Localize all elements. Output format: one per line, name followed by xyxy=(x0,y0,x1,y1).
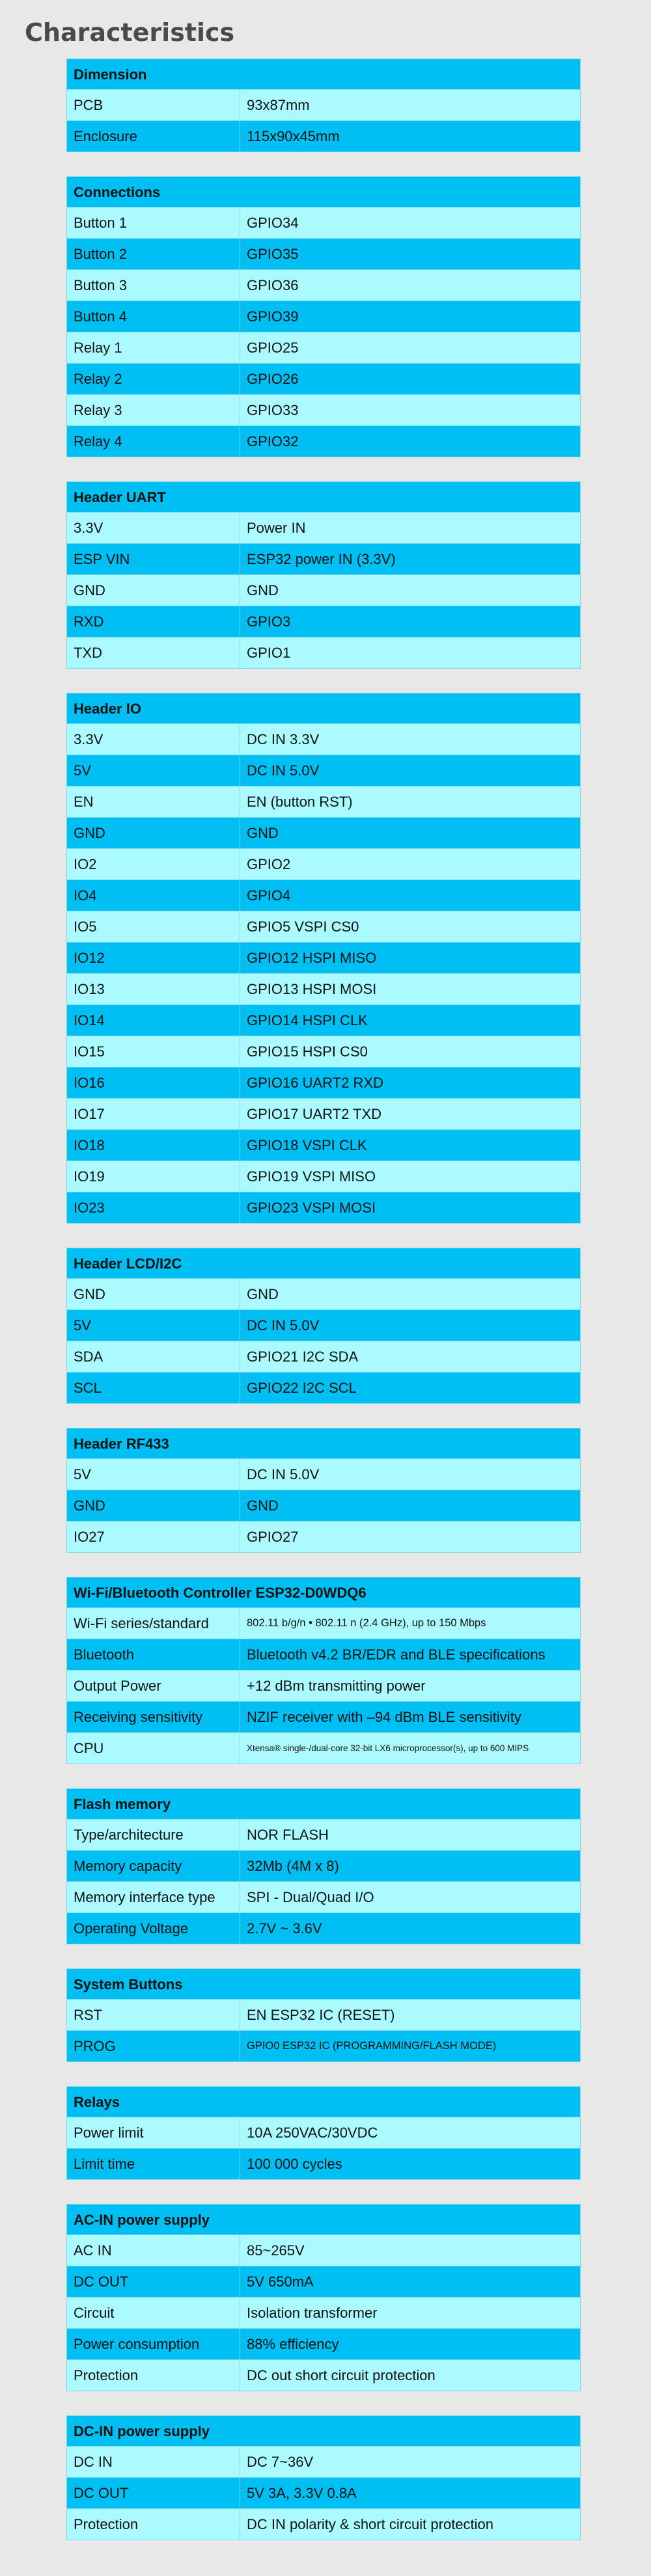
spec-table xyxy=(66,2415,581,2540)
row-value: GPIO23 VSPI MOSI xyxy=(247,1199,376,1216)
table-row xyxy=(66,1067,581,1099)
section-title: Header LCD/I2C xyxy=(66,1248,581,1279)
table-row xyxy=(66,1161,581,1192)
row-value: DC IN 5.0V xyxy=(247,1466,320,1483)
row-key: Protection xyxy=(67,2509,240,2540)
row-key: ESP VIN xyxy=(67,544,240,574)
row-value: 5V 3A, 3.3V 0.8A xyxy=(247,2484,357,2501)
row-value: NZIF receiver with –94 dBm BLE sensitivity xyxy=(247,1708,521,1725)
table-row xyxy=(66,1639,581,1670)
table-row xyxy=(66,786,581,818)
row-key: IO5 xyxy=(67,911,240,942)
table-row xyxy=(66,332,581,364)
row-value: GND xyxy=(247,1497,279,1514)
row-key: IO15 xyxy=(67,1036,240,1067)
table-row xyxy=(66,606,581,637)
row-key: GND xyxy=(67,1279,240,1309)
row-key: IO4 xyxy=(67,880,240,911)
row-value: GPIO17 UART2 TXD xyxy=(247,1105,382,1122)
row-value: GPIO32 xyxy=(247,433,299,449)
row-key: Operating Voltage xyxy=(67,1913,240,1944)
row-key: SDA xyxy=(67,1341,240,1372)
table-row xyxy=(66,1819,581,1851)
row-key: Bluetooth xyxy=(67,1639,240,1670)
row-value: DC out short circuit protection xyxy=(247,2367,436,2383)
table-row xyxy=(66,364,581,395)
row-key: IO2 xyxy=(67,849,240,879)
row-value: GPIO4 xyxy=(247,887,291,904)
table-row xyxy=(66,849,581,880)
row-value: 32Mb (4M x 8) xyxy=(247,1857,339,1874)
table-row xyxy=(66,1851,581,1882)
row-value: DC IN 5.0V xyxy=(247,1317,320,1334)
row-key: CPU xyxy=(67,1733,240,1764)
row-value: GPIO0 ESP32 IC (PROGRAMMING/FLASH MODE) xyxy=(247,2040,497,2052)
table-row xyxy=(66,724,581,755)
row-key: PCB xyxy=(67,90,240,120)
row-value: 802.11 b/g/n • 802.11 n (2.4 GHz), up to 150 Mbps xyxy=(247,1617,486,1629)
table-row xyxy=(66,2360,581,2391)
spec-table xyxy=(66,2086,581,2180)
table-row xyxy=(66,301,581,332)
table-row xyxy=(66,911,581,943)
row-key: Relay 1 xyxy=(67,332,240,363)
row-value: GPIO33 xyxy=(247,401,299,418)
table-row xyxy=(66,239,581,270)
row-key: Button 3 xyxy=(67,270,240,301)
table-row xyxy=(66,1341,581,1373)
row-key: AC IN xyxy=(67,2235,240,2266)
row-value: EN ESP32 IC (RESET) xyxy=(247,2006,395,2023)
table-row xyxy=(66,1702,581,1733)
table-row xyxy=(66,1036,581,1067)
row-key: IO16 xyxy=(67,1067,240,1098)
row-key: Protection xyxy=(67,2360,240,2391)
row-value: GPIO13 HSPI MOSI xyxy=(247,980,377,997)
table-row xyxy=(66,2298,581,2329)
row-key: Limit time xyxy=(67,2149,240,2179)
row-value: GPIO19 VSPI MISO xyxy=(247,1168,376,1185)
row-key: DC OUT xyxy=(67,2478,240,2508)
row-value: 10A 250VAC/30VDC xyxy=(247,2124,378,2141)
table-row xyxy=(66,818,581,849)
table-row xyxy=(66,2329,581,2360)
row-value: ESP32 power IN (3.3V) xyxy=(247,550,396,567)
table-row xyxy=(66,575,581,606)
row-value: GPIO1 xyxy=(247,644,291,661)
spec-table xyxy=(66,1248,581,1404)
row-key: DC IN xyxy=(67,2447,240,2477)
row-value: GPIO34 xyxy=(247,214,299,231)
section-title: System Buttons xyxy=(66,1968,581,2000)
row-key: IO19 xyxy=(67,1161,240,1192)
row-value: Bluetooth v4.2 BR/EDR and BLE specifications xyxy=(247,1646,546,1663)
spec-table xyxy=(66,1968,581,2062)
row-value: Xtensa® single-/dual-core 32-bit LX6 microprocessor(s), up to 600 MIPS xyxy=(247,1743,529,1753)
row-key: RXD xyxy=(67,606,240,637)
row-value: GPIO39 xyxy=(247,308,299,325)
table-row xyxy=(66,755,581,786)
spec-table xyxy=(66,481,581,669)
table-row xyxy=(66,1522,581,1553)
table-row xyxy=(66,1192,581,1224)
row-value: +12 dBm transmitting power xyxy=(247,1677,426,1694)
spec-table xyxy=(66,176,581,457)
row-key: Relay 2 xyxy=(67,364,240,394)
row-key: IO14 xyxy=(67,1005,240,1036)
section-title: Wi-Fi/Bluetooth Controller ESP32-D0WDQ6 xyxy=(66,1577,581,1608)
row-key: IO27 xyxy=(67,1522,240,1552)
row-value: GPIO22 I2C SCL xyxy=(247,1379,357,1396)
row-key: 3.3V xyxy=(67,724,240,755)
row-value: 100 000 cycles xyxy=(247,2155,342,2172)
row-value: DC IN polarity & short circuit protection xyxy=(247,2516,494,2532)
table-row xyxy=(66,426,581,457)
row-key: TXD xyxy=(67,637,240,668)
row-key: Button 1 xyxy=(67,208,240,238)
row-key: Type/architecture xyxy=(67,1819,240,1850)
row-key: IO23 xyxy=(67,1192,240,1223)
table-row xyxy=(66,2266,581,2298)
table-row xyxy=(66,943,581,974)
table-row xyxy=(66,395,581,426)
section-title: Header RF433 xyxy=(66,1428,581,1459)
row-value: GPIO35 xyxy=(247,245,299,262)
table-row xyxy=(66,2031,581,2062)
row-value: EN (button RST) xyxy=(247,793,353,810)
table-row xyxy=(66,2149,581,2180)
row-value: Isolation transformer xyxy=(247,2304,378,2321)
row-value: GPIO26 xyxy=(247,370,299,387)
row-key: DC OUT xyxy=(67,2266,240,2297)
row-value: GPIO25 xyxy=(247,339,299,356)
section-title: Header IO xyxy=(66,693,581,724)
section-title: AC-IN power supply xyxy=(66,2204,581,2235)
row-value: GND xyxy=(247,582,279,598)
row-value: NOR FLASH xyxy=(247,1826,329,1843)
table-row xyxy=(66,1490,581,1522)
row-value: GPIO27 xyxy=(247,1528,299,1545)
row-key: 3.3V xyxy=(67,513,240,543)
table-row xyxy=(66,2000,581,2031)
spec-table xyxy=(66,693,581,1224)
table-row xyxy=(66,90,581,121)
section-title: Flash memory xyxy=(66,1788,581,1819)
table-row xyxy=(66,2509,581,2540)
row-value: GPIO12 HSPI MISO xyxy=(247,949,377,966)
table-row xyxy=(66,637,581,669)
table-row xyxy=(66,1099,581,1130)
row-value: GND xyxy=(247,1285,279,1302)
row-value: GPIO2 xyxy=(247,855,291,872)
row-value: DC 7~36V xyxy=(247,2453,314,2470)
table-row xyxy=(66,1882,581,1913)
table-row xyxy=(66,544,581,575)
row-key: 5V xyxy=(67,1459,240,1490)
row-key: RST xyxy=(67,2000,240,2030)
row-key: Receiving sensitivity xyxy=(67,1702,240,1732)
row-key: Button 4 xyxy=(67,301,240,332)
row-value: 85~265V xyxy=(247,2242,305,2259)
table-row xyxy=(66,1130,581,1161)
table-row xyxy=(66,2235,581,2266)
spec-table xyxy=(66,2204,581,2391)
row-key: GND xyxy=(67,818,240,848)
row-key: SCL xyxy=(67,1373,240,1403)
row-key: Memory interface type xyxy=(67,1882,240,1912)
row-key: IO13 xyxy=(67,974,240,1004)
page-title: Characteristics xyxy=(25,18,235,47)
row-key: IO17 xyxy=(67,1099,240,1129)
row-key: Power limit xyxy=(67,2117,240,2148)
table-row xyxy=(66,208,581,239)
row-key: Relay 3 xyxy=(67,395,240,425)
row-key: Output Power xyxy=(67,1670,240,1701)
row-value: GPIO36 xyxy=(247,276,299,293)
row-key: EN xyxy=(67,786,240,817)
table-row xyxy=(66,1733,581,1764)
table-row xyxy=(66,2478,581,2509)
row-value: GPIO15 HSPI CS0 xyxy=(247,1043,368,1060)
row-key: IO12 xyxy=(67,943,240,973)
row-value: DC IN 3.3V xyxy=(247,731,320,747)
spec-table xyxy=(66,1577,581,1764)
table-row xyxy=(66,974,581,1005)
table-row xyxy=(66,2117,581,2149)
row-key: Button 2 xyxy=(67,239,240,269)
spec-table xyxy=(66,1788,581,1944)
row-value: 5V 650mA xyxy=(247,2273,314,2290)
table-row xyxy=(66,1913,581,1944)
row-value: 115x90x45mm xyxy=(247,127,340,144)
table-row xyxy=(66,1005,581,1036)
row-key: 5V xyxy=(67,1310,240,1341)
table-row xyxy=(66,1608,581,1639)
spec-table xyxy=(66,59,581,152)
row-key: Relay 4 xyxy=(67,426,240,457)
row-value: DC IN 5.0V xyxy=(247,762,320,779)
row-value: GPIO14 HSPI CLK xyxy=(247,1012,368,1028)
table-row xyxy=(66,1670,581,1702)
table-row xyxy=(66,513,581,544)
table-row xyxy=(66,1279,581,1310)
table-row xyxy=(66,1310,581,1341)
row-value: GND xyxy=(247,824,279,841)
row-value: GPIO16 UART2 RXD xyxy=(247,1074,383,1091)
section-title: Header UART xyxy=(66,481,581,513)
row-key: Power consumption xyxy=(67,2329,240,2359)
row-value: GPIO18 VSPI CLK xyxy=(247,1136,367,1153)
section-title: Dimension xyxy=(66,59,581,90)
table-row xyxy=(66,1459,581,1490)
row-key: 5V xyxy=(67,755,240,786)
row-key: GND xyxy=(67,1490,240,1521)
table-row xyxy=(66,880,581,911)
spec-table xyxy=(66,1428,581,1553)
row-value: GPIO5 VSPI CS0 xyxy=(247,918,359,935)
table-row xyxy=(66,270,581,301)
section-title: Connections xyxy=(66,176,581,208)
row-key: IO18 xyxy=(67,1130,240,1161)
row-value: 88% efficiency xyxy=(247,2335,339,2352)
row-value: GPIO3 xyxy=(247,613,291,630)
row-key: GND xyxy=(67,575,240,606)
table-row xyxy=(66,2447,581,2478)
section-title: DC-IN power supply xyxy=(66,2415,581,2447)
table-row xyxy=(66,1373,581,1404)
row-value: SPI - Dual/Quad I/O xyxy=(247,1888,374,1905)
row-key: Enclosure xyxy=(67,121,240,152)
row-key: Circuit xyxy=(67,2298,240,2328)
row-key: Wi-Fi series/standard xyxy=(67,1608,240,1639)
table-row xyxy=(66,121,581,152)
row-value: Power IN xyxy=(247,519,306,536)
row-key: PROG xyxy=(67,2031,240,2061)
row-value: GPIO21 I2C SDA xyxy=(247,1348,359,1365)
spec-tables xyxy=(66,59,581,2540)
row-value: 2.7V ~ 3.6V xyxy=(247,1920,322,1937)
row-key: Memory capacity xyxy=(67,1851,240,1881)
section-title: Relays xyxy=(66,2086,581,2117)
row-value: 93x87mm xyxy=(247,96,310,113)
